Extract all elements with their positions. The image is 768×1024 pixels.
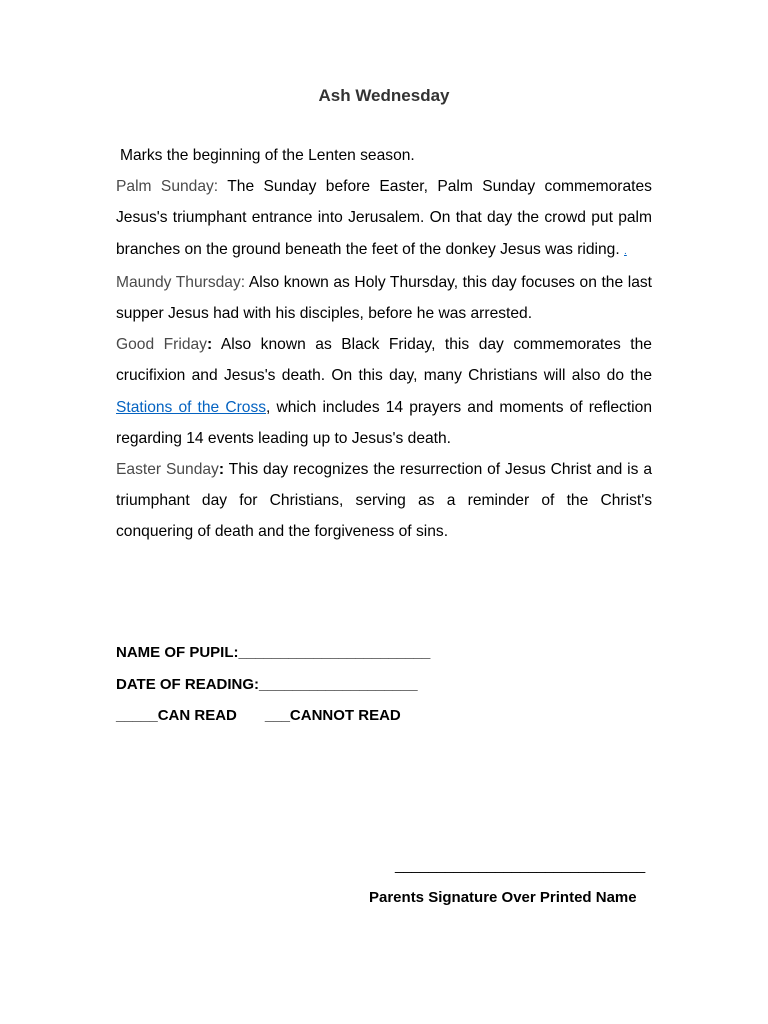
good-friday-paragraph bbox=[116, 329, 652, 454]
easter-sunday-colon: : bbox=[218, 461, 225, 479]
maundy-thursday-text: Also known as Holy Thursday, this day focuses on the last supper Jesus had with his disciples, before he was arrested. bbox=[116, 273, 652, 323]
good-friday-text-before: Also known as Black Friday, this day commemorates the crucifixion and Jesus's death. On this day, many Christians will also do the bbox=[116, 336, 652, 385]
can-read-option: _____CAN READ bbox=[116, 707, 237, 724]
name-of-pupil-field: NAME OF PUPIL:_______________________ bbox=[116, 644, 431, 661]
maundy-thursday-term: Maundy Thursday: bbox=[116, 273, 246, 291]
signature-label: Parents Signature Over Printed Name bbox=[369, 889, 637, 906]
date-of-reading-field: DATE OF READING:___________________ bbox=[116, 675, 418, 693]
cannot-read-option: ___CANNOT READ bbox=[264, 707, 401, 724]
signature-line: ______________________________ bbox=[395, 857, 646, 874]
palm-sunday-paragraph bbox=[116, 171, 652, 267]
reading-result-row bbox=[116, 700, 430, 732]
palm-sunday-text: The Sunday before Easter, Palm Sunday commemorates Jesus's triumphant entrance into Jerusalem. On that day the crowd put palm branches on the ground beneath the feet of the donkey Jesus was riding. bbox=[116, 178, 652, 258]
easter-sunday-text: This day recognizes the resurrection of Jesus Christ and is a triumphant day for Christians, serving as a reminder of the Christ's conquering of death and the forgiveness of sins. bbox=[116, 461, 653, 541]
intro-paragraph: Marks the beginning of the Lenten season. bbox=[120, 147, 415, 164]
palm-sunday-reference-link[interactable]: . bbox=[624, 245, 627, 257]
document-body bbox=[116, 140, 652, 548]
page-title: Ash Wednesday bbox=[318, 86, 450, 105]
good-friday-text-after: , which includes 14 prayers and moments of reflection regarding 14 events leading up to Jesus's death. bbox=[116, 398, 652, 447]
easter-sunday-paragraph bbox=[116, 454, 652, 548]
maundy-thursday-paragraph bbox=[116, 267, 652, 329]
reading-form bbox=[116, 637, 430, 732]
easter-sunday-term: Easter Sunday bbox=[116, 461, 219, 479]
palm-sunday-term: Palm Sunday: bbox=[116, 178, 219, 196]
good-friday-colon: : bbox=[206, 336, 213, 354]
stations-of-the-cross-link[interactable]: Stations of the Cross bbox=[116, 398, 267, 416]
good-friday-term: Good Friday bbox=[116, 336, 207, 354]
